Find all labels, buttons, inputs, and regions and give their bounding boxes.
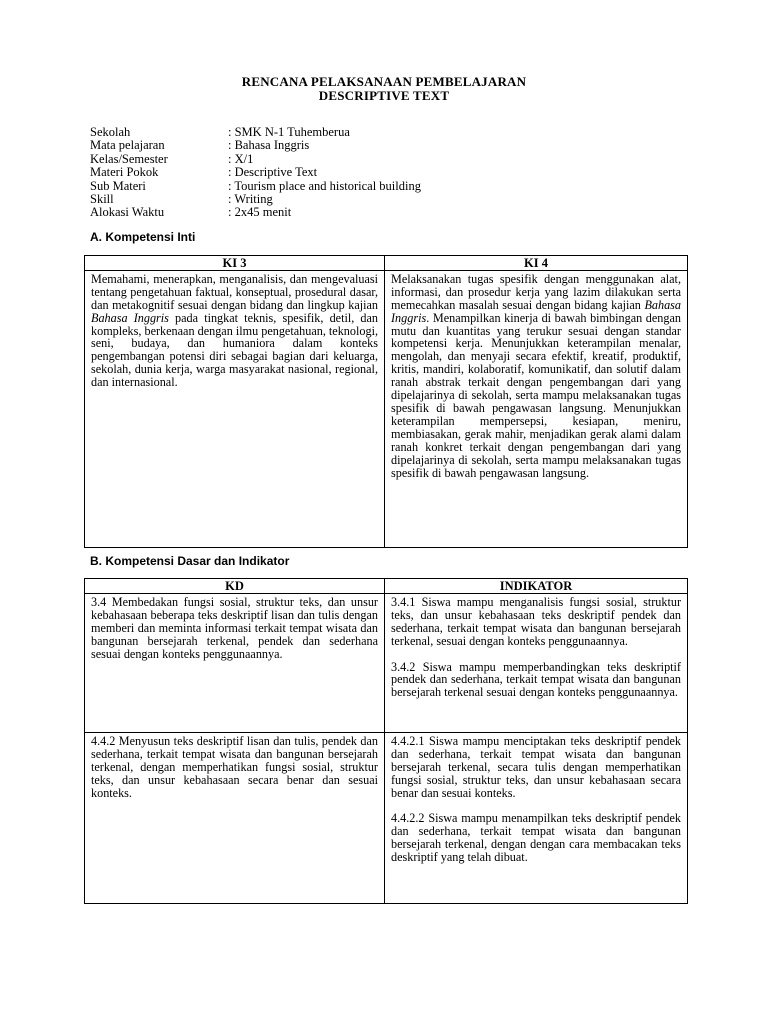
column-header-indikator: INDIKATOR <box>385 579 688 594</box>
table-row <box>85 270 688 547</box>
document-subtitle: DESCRIPTIVE TEXT <box>318 88 450 103</box>
ki4-text-continued: . Menampilkan kinerja di bawah bimbingan dengan mutu dan kuantitas yang terukur sesuai dengan standar kompetensi kerja. Menunjukkan keterampilan menalar, mengolah, dan menyaji secara efektif, kreatif, produktif, kritis, mandiri, kolaboratif, komunikatif, dan solutif dalam ranah abstrak terkait dengan pengembangan dari yang dipelajarinya di sekolah, serta mampu melaksanakan tugas spesifik di bawah pengawasan langsung. Menunjukkan keterampilan mempersepsi, kesiapan, meniru, membiasakan, gerak mahir, menjadikan gerak alami dalam ranah konkret terkait dengan pengembangan dari yang dipelajarinya di sekolah, serta mampu melaksanakan tugas spesifik di bawah pengawasan langsung. <box>391 310 681 480</box>
kd-text: 3.4 Membedakan fungsi sosial, struktur teks, dan unsur kebahasaan beberapa teks deskriptif lisan dan tulis dengan memberi dan meminta informasi terkait tempat wisata dan bangunan bersejarah terkenal, pendek dan sederhana sesuai dengan konteks penggunaannya. <box>91 594 378 661</box>
info-label: Sub Materi <box>90 178 146 193</box>
section-heading-kompetensi-dasar: B. Kompetensi Dasar dan Indikator <box>90 554 290 568</box>
ki4-cell <box>385 270 688 547</box>
info-label: Mata pelajaran <box>90 138 165 153</box>
info-row-sekolah <box>90 126 421 139</box>
info-label: Materi Pokok <box>90 165 159 180</box>
info-label: Alokasi Waktu <box>90 205 165 220</box>
kd-cell <box>85 732 385 903</box>
kd-text: 4.4.2 Menyusun teks deskriptif lisan dan tulis, pendek dan sederhana, terkait tempat wisata dan bangunan bersejarah terkenal, dengan memperhatikan fungsi sosial, struktur teks, dan unsur kebahasaan secara benar dan sesuai konteks. <box>91 733 378 800</box>
info-value: : Tourism place and historical building <box>228 178 421 193</box>
info-row-mata-pelajaran <box>90 139 421 152</box>
indicator-text: 3.4.1 Siswa mampu menganalisis fungsi sosial, struktur teks, dan unsur kebahasaan teks deskriptif pendek dan sederhana, terkait tempat wisata dan bangunan bersejarah terkenal, sesuai dengan konteks penggunaannya. <box>391 594 681 648</box>
column-header-ki4: KI 4 <box>385 256 688 271</box>
indicator-text: 4.4.2.2 Siswa mampu menampilkan teks deskriptif pendek dan sederhana, terkait tempat wisata dan bangunan bersejarah terkenal, dengan dengan cara membacakan teks deskriptif yang telah dibuat. <box>391 811 681 865</box>
info-label: Sekolah <box>90 125 131 139</box>
info-value: : Bahasa Inggris <box>228 138 310 153</box>
table-header-row <box>85 579 688 594</box>
info-row-alokasi-waktu <box>90 206 421 219</box>
kompetensi-dasar-table <box>84 578 688 904</box>
kompetensi-inti-table <box>84 255 688 548</box>
info-value: : X/1 <box>228 151 254 166</box>
table-header-row <box>85 256 688 271</box>
ki4-italic-subject: Bahasa Inggris <box>391 297 681 325</box>
info-value: : SMK N-1 Tuhemberua <box>228 125 350 139</box>
info-value: : Writing <box>228 191 273 206</box>
column-header-kd: KD <box>85 579 385 594</box>
ki3-text-continued: pada tingkat teknis, spesifik, detil, dan kompleks, berkenaan dengan ilmu pengetahuan, teknologi, seni, budaya, dan humaniora dalam konteks pengembangan potensi diri sebagai bagian dari keluarga, sekolah, dunia kerja, warga masyarakat nasional, regional, dan internasional. <box>91 310 379 390</box>
table-row <box>85 593 688 732</box>
ki3-italic-subject: Bahasa Inggris <box>91 310 169 325</box>
info-row-sub-materi <box>90 180 421 193</box>
info-row-kelas-semester <box>90 153 421 166</box>
indicator-text: 4.4.2.1 Siswa mampu menciptakan teks deskriptif pendek dan sederhana, terkait tempat wisata dan bangunan bersejarah terkenal, secara tulis dengan memperhatikan fungsi sosial, struktur teks, dan unsur kebahasaan secara benar dan sesuai konteks. <box>391 733 681 800</box>
info-row-skill <box>90 193 421 206</box>
info-value: : 2x45 menit <box>228 205 292 220</box>
ki3-text: Memahami, menerapkan, menganalisis, dan mengevaluasi tentang pengetahuan faktual, konseptual, prosedural dasar, dan metakognitif sesuai dengan bidang dan lingkup kajian <box>91 271 378 312</box>
document-title: RENCANA PELAKSANAAN PEMBELAJARAN <box>241 74 527 89</box>
identity-info <box>90 126 421 220</box>
info-value: : Descriptive Text <box>228 165 318 180</box>
table-row <box>85 732 688 903</box>
indicator-text: 3.4.2 Siswa mampu memperbandingkan teks deskriptif pendek dan sederhana, terkait tempat wisata dan bangunan bersejarah terkenal sesuai dengan konteks penggunaannya. <box>391 659 681 700</box>
info-label: Kelas/Semester <box>90 151 168 166</box>
info-row-materi-pokok <box>90 166 421 179</box>
section-heading-kompetensi-inti: A. Kompetensi Inti <box>90 230 196 244</box>
kd-cell <box>85 593 385 732</box>
column-header-ki3: KI 3 <box>85 256 385 271</box>
indicator-cell <box>385 593 688 732</box>
ki4-text: Melaksanakan tugas spesifik dengan menggunakan alat, informasi, dan prosedur kerja yang lazim dilakukan serta memecahkan masalah sesuai dengan bidang kajian <box>391 271 681 312</box>
info-label: Skill <box>90 191 114 206</box>
indicator-cell <box>385 732 688 903</box>
ki3-cell <box>85 270 385 547</box>
